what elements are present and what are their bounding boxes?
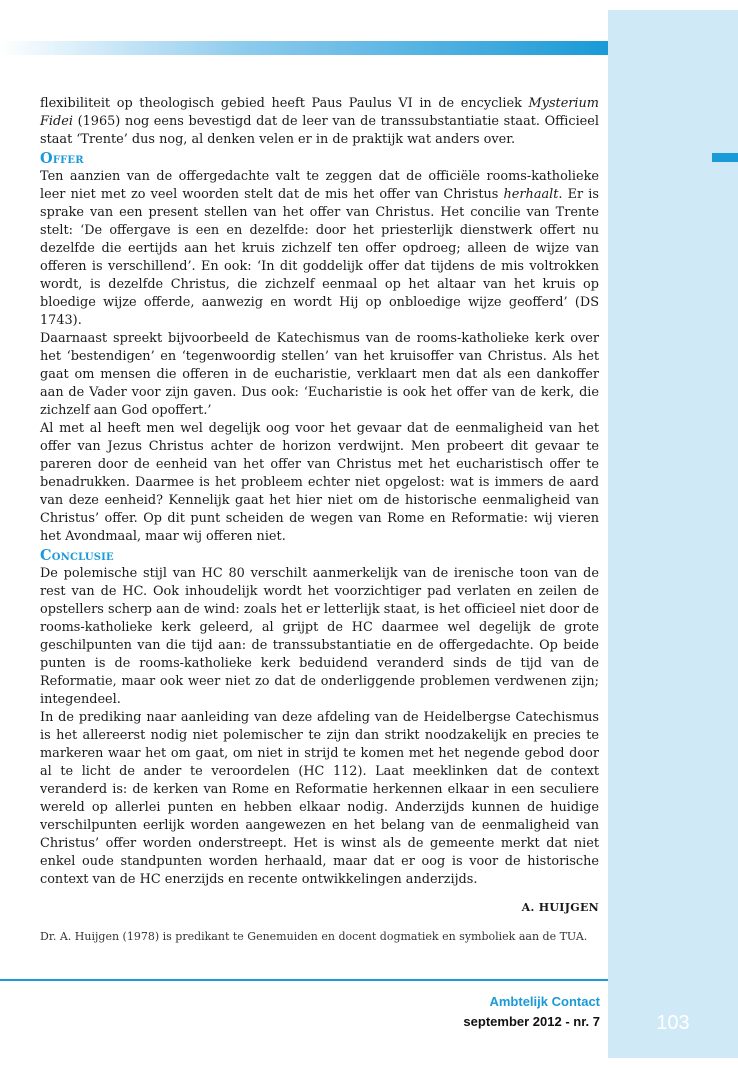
intro-text-a: flexibiliteit op theologisch gebied heeft Paus Paulus VI in de encycliek [40, 96, 529, 111]
offer-p1-emphasis: herhaalt [503, 187, 559, 202]
offer-paragraph-1 [40, 168, 599, 330]
section-heading-conclusie: Conclusie [40, 547, 114, 564]
section-heading-offer: Offer [40, 150, 84, 167]
page-number: 103 [656, 1012, 690, 1034]
offer-p1-text-a: Ten aanzien van de offergedachte valt te zeggen dat de officiële rooms-katholieke leer niet met zo veel woorden stelt dat de mis het offer van Christus [40, 169, 599, 202]
article-body [40, 95, 599, 915]
magazine-name: Ambtelijk Contact [489, 994, 600, 1009]
footer-rule [0, 979, 608, 981]
offer-paragraph-3: Al met al heeft men wel degelijk oog voor het gevaar dat de eenmaligheid van het offer van Jezus Christus achter de horizon verdwijnt. Men probeert dit gevaar te pareren door de eenheid van het offer van Christus met het eucharistisch offer te benadrukken. Daarmee is het probleem echter niet opgelost: wat is immers de aard van deze eenheid? Kennelijk gaat het hier niet om de historische eenmaligheid van Christus’ offer. Op dit punt scheiden de wegen van Rome en Reformatie: wij vieren het Avondmaal, maar wij offeren niet. [40, 421, 599, 544]
conclusie-paragraph-1: De polemische stijl van HC 80 verschilt aanmerkelijk van de irenische toon van de rest van de HC. Ook inhoudelijk wordt het voorzichtiger pad verlaten en zeilen de opstellers scherp aan de wind: zoals het er letterlijk staat, is het officieel niet door de rooms-katholieke kerk geleerd, al grijpt de HC daarmee wel degelijk de grote geschilpunten van die tijd aan: de transsubstantiatie en de offergedachte. Op beide punten is de rooms-katholieke kerk beduidend veranderd sinds de tijd van de Reformatie, maar ook weer niet zo dat de onderliggende problemen verdwenen zijn; integendeel. [40, 566, 599, 707]
intro-paragraph [40, 95, 599, 149]
conclusie-paragraph-2: In de prediking naar aanleiding van deze afdeling van de Heidelbergse Catechismus is het allereerst nodig niet polemischer te zijn dan strikt noodzakelijk en precies te markeren waar het om gaat, om niet in strijd te komen met het negende gebod door al te licht de ander te veroordelen (HC 112). Laat meeklinken dat de context veranderd is: de kerken van Rome en Reformatie herkennen elkaar in een seculiere wereld op allerlei punten en hebben elkaar nodig. Anderzijds kunnen de huidige verschilpunten eerlijk worden aangewezen en het belang van de eenmaligheid van Christus’ offer worden onderstreept. Het is winst als de gemeente merkt dat niet enkel oude standpunten worden herhaald, maar dat er oog is voor de historische context van de HC enerzijds en recente ontwikkelingen anderzijds. [40, 710, 599, 887]
header-gradient-bar [0, 41, 608, 55]
author-bio: Dr. A. Huijgen (1978) is predikant te Genemuiden en docent dogmatiek en symboliek aan de TUA. [40, 930, 588, 943]
offer-paragraph-2: Daarnaast spreekt bijvoorbeeld de Katechismus van de rooms-katholieke kerk over het ‘bestendigen’ en ‘tegenwoordig stellen’ van het kruisoffer van Christus. Als het gaat om mensen die offeren in de eucharistie, verklaart men dat als een dankoffer aan de Vader voor zijn gaven. Dus ook: ‘Eucharistie is ook het offer van de kerk, die zichzelf aan God opoffert.’ [40, 331, 599, 418]
intro-text-b: (1965) nog eens bevestigd dat de leer van de transsubstantiatie staat. Officieel staat ‘Trente’ dus nog, al denken velen er in de praktijk wat anders over. [40, 114, 599, 147]
side-panel [608, 10, 738, 1058]
encyclical-title: Mysterium Fidei [40, 96, 599, 129]
side-tab-marker [712, 153, 738, 162]
offer-p1-text-b: . Er is sprake van een present stellen van het offer van Christus. Het concilie van Trente stelt: ‘De offergave is een en dezelfde: door het priesterlijk dienstwerk offert nu dezelfde die eertijds aan het kruis zichzelf ten offer opdroeg; alleen de wijze van offeren is verschillend’. En ook: ‘In dit goddelijk offer dat tijdens de mis voltrokken wordt, is dezelfde Christus, die zichzelf eenmaal op het altaar van het kruis op bloedige wijze offerde, aanwezig en wordt Hij op onbloedige wijze geofferd’ (DS 1743). [40, 187, 600, 328]
issue-info: september 2012 - nr. 7 [463, 1014, 600, 1029]
author-signature: A. HUIJGEN [521, 901, 599, 914]
